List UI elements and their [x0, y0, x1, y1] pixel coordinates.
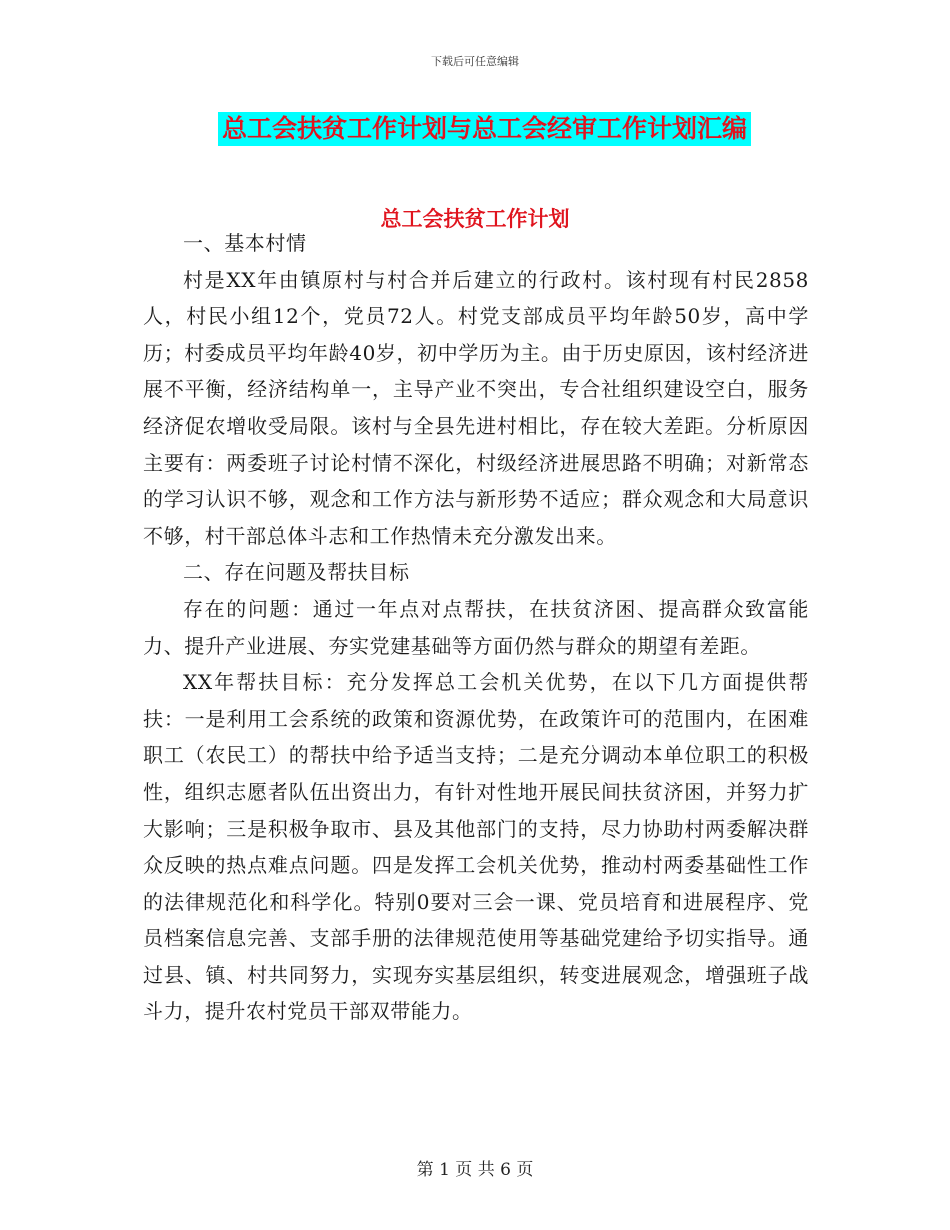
heading-basic-village-info: 一、基本村情 — [183, 231, 307, 255]
section-title: 总工会扶贫工作计划 — [380, 207, 570, 231]
page-number-footer: 第 1 页 共 6 页 — [416, 1160, 534, 1180]
paragraph-assistance-goals: XX年帮扶目标：充分发挥总工会机关优势，在以下几方面提供帮扶：一是利用工会系统的政策和资源优势，在政策许可的范围内，在困难职工（农民工）的帮扶中给予适当支持；二是充分调动本单位职工的积极性，组织志愿者队伍出资出力，有针对性地开展民间扶贫济困，并努力扩大影响；三是积极争取市、县及其他部门的支持，尽力协助村两委解决群众反映的热点难点问题。四是发挥工会机关优势，推动村两委基础性工作的法律规范化和科学化。特别0要对三会一课、党员培育和进展程序、党员档案信息完善、支部手册的法律规范使用等基础党建给予切实指导。通过县、镇、村共同努力，实现夯实基层组织，转变进展观念，增强班子战斗力，提升农村党员干部双带能力。 — [143, 670, 809, 1024]
document-main-title: 总工会扶贫工作计划与总工会经审工作计划汇编 — [218, 112, 751, 146]
paragraph-village-description: 村是XX年由镇原村与村合并后建立的行政村。该村现有村民2858人，村民小组12个，党员72人。村党支部成员平均年龄50岁，高中学历；村委成员平均年龄40岁，初中学历为主。由于历史原因，该村经济进展不平衡，经济结构单一，主导产业不突出，专合社组织建设空白，服务经济促农增收受局限。该村与全县先进村相比，存在较大差距。分析原因主要有：两委班子讨论村情不深化，村级经济进展思路不明确；对新常态的学习认识不够，观念和工作方法与新形势不适应；群众观念和大局意识不够，村干部总体斗志和工作热情未充分激发出来。 — [143, 267, 809, 548]
header-note: 下载后可任意编辑 — [431, 55, 519, 68]
document-body — [143, 225, 809, 1030]
heading-problems-and-goals: 二、存在问题及帮扶目标 — [183, 560, 410, 585]
paragraph-existing-problems: 存在的问题：通过一年点对点帮扶，在扶贫济困、提高群众致富能力、提升产业进展、夯实党建基础等方面仍然与群众的期望有差距。 — [143, 596, 809, 658]
